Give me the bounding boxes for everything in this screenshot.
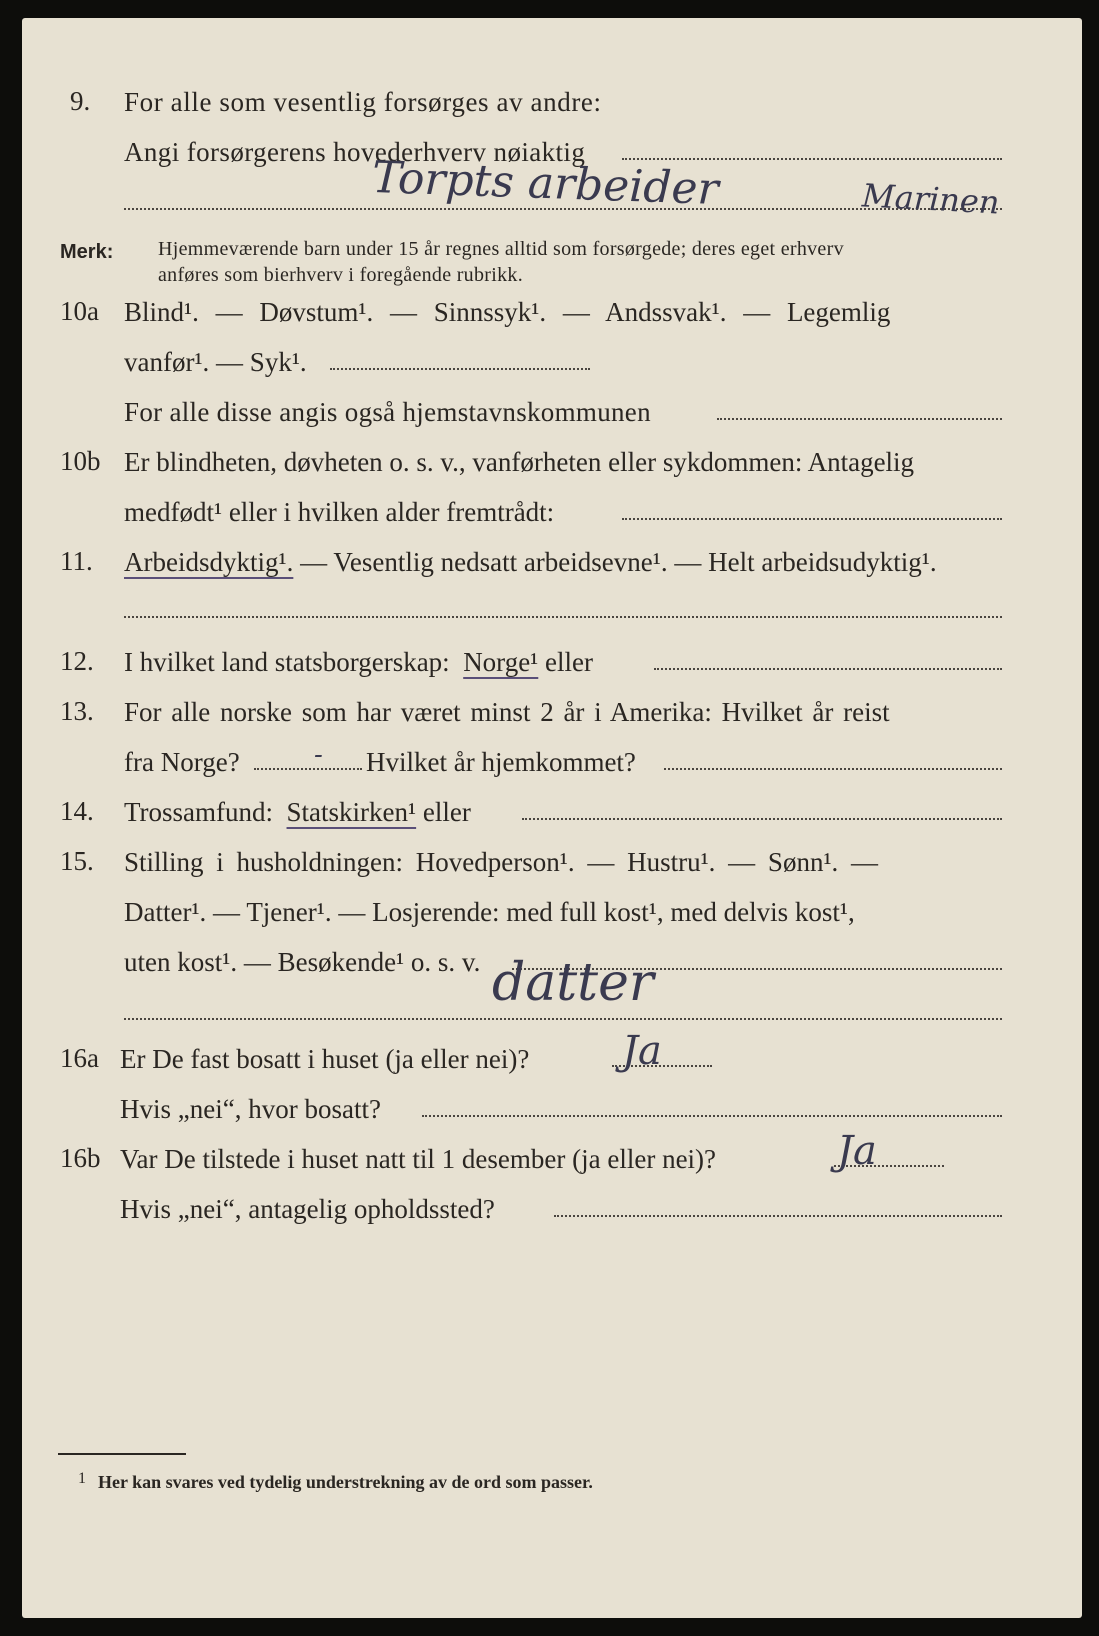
q13-line2a: fra Norge? bbox=[124, 747, 240, 777]
q16a-dotted-line-2 bbox=[422, 1115, 1002, 1117]
q11-number: 11. bbox=[60, 546, 93, 576]
merk-line1: Hjemmeværende barn under 15 år regnes alltid som forsørgede; deres eget erhverv bbox=[158, 238, 844, 260]
q9-handwritten-answer: Torpts arbeider bbox=[371, 151, 720, 216]
q16b-line1: Var De tilstede i huset natt til 1 desember (ja eller nei)? bbox=[120, 1144, 717, 1174]
q14-question: Trossamfund: bbox=[124, 797, 274, 827]
q10b-line1: Er blindheten, døvheten o. s. v., vanførheten eller sykdommen: Antagelig bbox=[124, 447, 915, 477]
q16a-handwritten-answer: Ja bbox=[622, 1028, 662, 1074]
q15-number: 15. bbox=[60, 846, 94, 876]
q10a-line1: Blind¹. — Døvstum¹. — Sinnssyk¹. — Andssvak¹. — Legemlig bbox=[124, 297, 891, 327]
q9-line1: For alle som vesentlig forsørges av andre: bbox=[124, 87, 602, 117]
q15-line3: uten kost¹. — Besøkende¹ o. s. v. bbox=[124, 947, 481, 977]
q13-handwritten-answer: - bbox=[314, 740, 323, 770]
q16a-number: 16a bbox=[60, 1043, 99, 1073]
q14-text bbox=[124, 796, 471, 828]
footnote-mark: 1 bbox=[78, 1470, 87, 1487]
q13-line1: For alle norske som har været minst 2 år i Amerika: Hvilket år reist bbox=[124, 697, 890, 727]
q11-option-arbeidsdyktig-underlined: Arbeidsdyktig¹. bbox=[124, 547, 294, 577]
q10a-line3: For alle disse angis også hjemstavnskommunen bbox=[124, 397, 651, 427]
q10b-dotted-line bbox=[622, 518, 1002, 520]
q10a-dotted-line-1 bbox=[330, 368, 590, 370]
footnote-rule bbox=[58, 1453, 186, 1455]
census-form-page bbox=[22, 18, 1082, 1618]
q15-handwritten-answer: datter bbox=[492, 953, 654, 1013]
q16b-number: 16b bbox=[60, 1143, 101, 1173]
q10a-line2: vanfør¹. — Syk¹. bbox=[124, 347, 307, 377]
q14-tail: eller bbox=[422, 797, 471, 827]
merk-label: Merk: bbox=[60, 241, 114, 263]
q13-dotted-line-1 bbox=[254, 768, 362, 770]
q11-dotted-line bbox=[124, 616, 1002, 618]
q14-dotted-line bbox=[522, 818, 1002, 820]
q16b-line2: Hvis „nei“, antagelig opholdssted? bbox=[120, 1194, 495, 1224]
q9-line2: Angi forsørgerens hovederhverv nøiaktig bbox=[124, 137, 586, 167]
q12-number: 12. bbox=[60, 646, 94, 676]
q16b-handwritten-answer: Ja bbox=[837, 1128, 877, 1174]
q9-dotted-line-1 bbox=[622, 158, 1002, 160]
q11-rest: — Vesentlig nedsatt arbeidsevne¹. — Helt arbeidsudyktig¹. bbox=[300, 547, 937, 577]
q10a-number: 10a bbox=[60, 296, 99, 326]
q12-dotted-line bbox=[654, 668, 1002, 670]
q13-line2b: Hvilket år hjemkommet? bbox=[366, 747, 636, 777]
q16a-line1: Er De fast bosatt i huset (ja eller nei)? bbox=[120, 1044, 530, 1074]
q12-tail: eller bbox=[545, 647, 593, 677]
q14-option-statskirken-underlined: Statskirken¹ bbox=[286, 797, 417, 827]
q10b-number: 10b bbox=[60, 446, 101, 476]
q10a-dotted-line-2 bbox=[717, 418, 1002, 420]
q13-number: 13. bbox=[60, 696, 94, 726]
q14-number: 14. bbox=[60, 796, 94, 826]
q9-handwritten-answer-2: Marinen bbox=[861, 176, 1001, 222]
q9-number: 9. bbox=[70, 86, 91, 116]
q15-line1: Stilling i husholdningen: Hovedperson¹. — Hustru¹. — Sønn¹. — bbox=[124, 847, 879, 877]
q16b-dotted-line-2 bbox=[554, 1215, 1002, 1217]
q15-line2: Datter¹. — Tjener¹. — Losjerende: med full kost¹, med delvis kost¹, bbox=[124, 897, 855, 927]
q12-option-norge-underlined: Norge¹ bbox=[463, 647, 539, 677]
merk-line2: anføres som bierhverv i foregående rubrikk. bbox=[158, 264, 523, 286]
q10b-line2: medfødt¹ eller i hvilken alder fremtrådt: bbox=[124, 497, 555, 527]
footnote-text: Her kan svares ved tydelig understrekning av de ord som passer. bbox=[98, 1472, 593, 1492]
q13-dotted-line-2 bbox=[664, 768, 1002, 770]
q16a-line2: Hvis „nei“, hvor bosatt? bbox=[120, 1094, 381, 1124]
q15-dotted-line-2 bbox=[124, 1018, 1002, 1020]
q12-text bbox=[124, 646, 593, 678]
q11-text bbox=[124, 546, 937, 578]
q12-question: I hvilket land statsborgerskap: bbox=[124, 647, 450, 677]
